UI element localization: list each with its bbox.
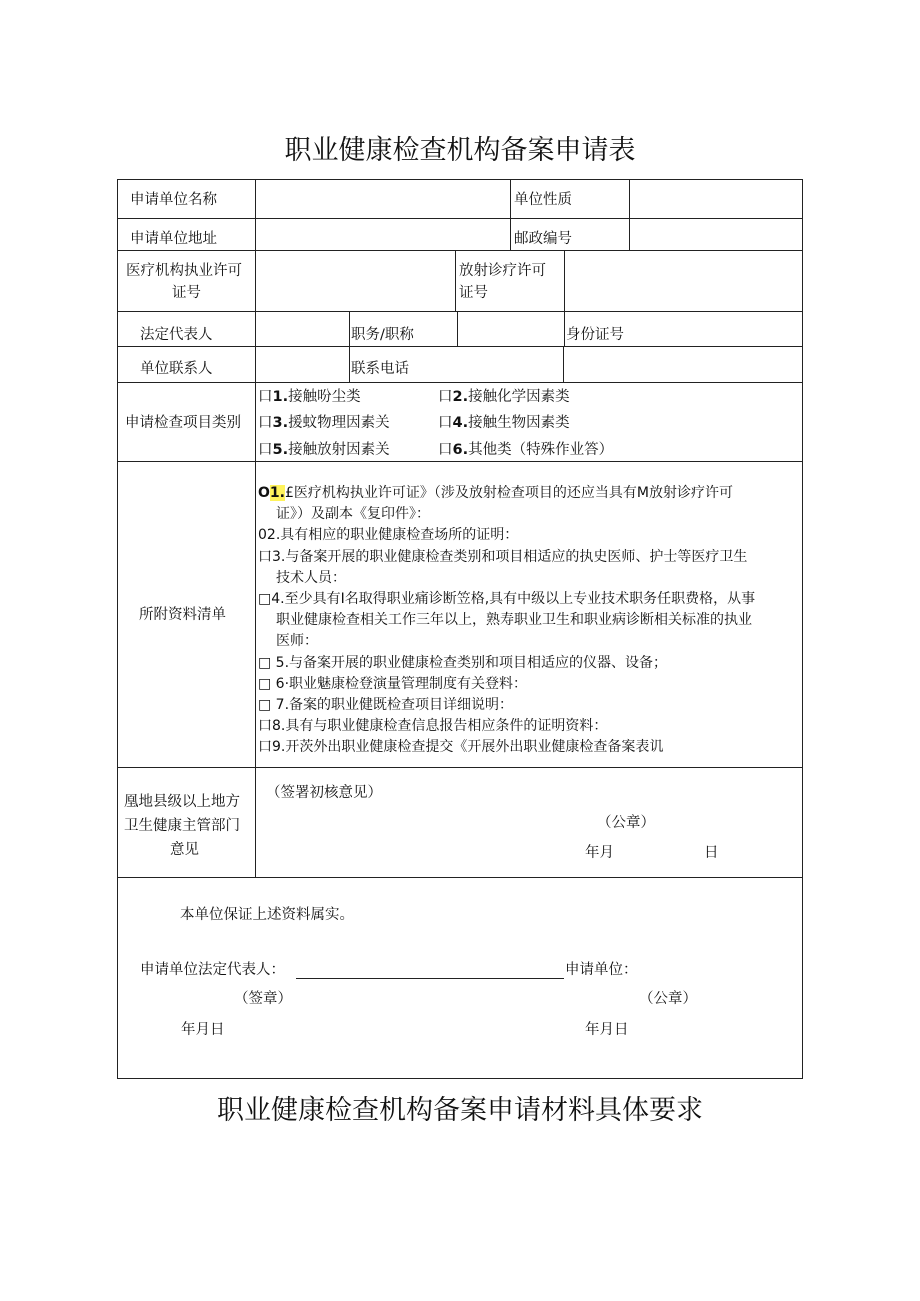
unit-sign-label: 申请单位： — [565, 962, 638, 978]
opinion-seal: （公章） — [597, 815, 655, 831]
legal-sign-label: 申请单位法定代表人： — [140, 962, 285, 978]
unit-name-label: 申请单位名称 — [130, 192, 217, 208]
category-item[interactable]: 口2.接触化学因素类 — [438, 389, 570, 405]
date-right: 年月日 — [585, 1022, 629, 1038]
category-item[interactable]: 口4.接触生物因素类 — [438, 415, 570, 431]
attachment-item: □ 7.备案的职业健既检查项目详细说明： — [258, 697, 514, 714]
attachment-item: O1.£医疗机构执业许可证》（涉及放射检查项目的还应当具有M放射诊疗许可 — [258, 485, 733, 501]
attachment-item: 口8.具有与职业健康检查信息报告相应条件的证明资料： — [258, 718, 608, 735]
sign-stamp: （签章） — [234, 991, 292, 1007]
radiation-license-label: 放射诊疗许可 证号 — [459, 263, 546, 301]
page-title: 职业健康检查机构备案申请表 — [284, 135, 636, 166]
attachment-item: □ 5.与备案开展的职业健康检查类别和项目相适应的仪器、设备； — [258, 654, 668, 671]
opinion-label: 凰地县级以上地方 卫生健康主管部门 意见 — [124, 794, 240, 858]
date-left: 年月日 — [181, 1022, 225, 1038]
attachments-label: 所附资料清单 — [139, 607, 226, 623]
section-heading: 职业健康检查机构备案申请材料具体要求 — [217, 1095, 703, 1126]
opinion-day: 日 — [704, 845, 719, 861]
attachment-list: O1.£医疗机构执业许可证》（涉及放射检查项目的还应当具有M放射诊疗许可 证》）及副本《复印件》： 02.具有相应的职业健康检查场所的证明： 口3.与备案开展的职业健康检查类别和项目相适应的执史医师、护士等医疗卫生 技术人员： □4.至少具有I名取得职业痛诊断笠格,具有中级以上专业技术职务任职费格，从事 职业健康检查相关工作三年以上，熟寿职业卫生和职业病诊断相关标准的执业 医师： □ 5.与备案开展的职业健康检查类别和项目相适应的仪器、设备； □ 6·职业魅康检登演量管理制度有关登料： □ 7.备案的职业健既检查项目详细说明： 口8.具有与职业健康检查信息报告相应条件的证明资料： 口9.开茨外出职业健康检查提交《开展外出职业健康检查备案表讥 — [258, 483, 755, 759]
id-number-label: 身份证号 — [566, 327, 624, 343]
attachment-item: 02.具有相应的职业健康检查场所的证明： — [258, 527, 519, 544]
category-item[interactable]: 口1.接触吩尘类 — [258, 389, 361, 405]
signature-line — [296, 978, 564, 979]
opinion-month: 年月 — [585, 845, 614, 861]
position-label: 职务/职称 — [351, 327, 414, 343]
declaration-text: 本单位保证上述资料属实。 — [180, 907, 354, 923]
opinion-text: （签署初核意见） — [266, 785, 382, 801]
unit-seal: （公章） — [639, 991, 697, 1007]
phone-label: 联系电话 — [351, 361, 409, 377]
attachment-item: 口3.与备案开展的职业健康检查类别和项目相适应的执史医师、护士等医疗卫生 — [258, 548, 748, 565]
category-item[interactable]: 口3.援蚊物理因素关 — [258, 415, 390, 431]
contact-person-label: 单位联系人 — [140, 361, 213, 377]
postal-code-label: 邮政编号 — [514, 231, 572, 247]
attachment-item: □ 6·职业魅康检登演量管理制度有关登料： — [258, 675, 528, 692]
attachment-item: 口9.开茨外出职业健康检查提交《开展外出职业健康检查备案表讥 — [258, 739, 664, 756]
category-item[interactable]: 口5.接触放射因素关 — [258, 442, 390, 458]
attachment-item: □4.至少具有I名取得职业痛诊断笠格,具有中级以上专业技术职务任职费格，从事 — [258, 591, 756, 608]
unit-nature-label: 单位性质 — [514, 192, 572, 208]
unit-address-label: 申请单位地址 — [130, 231, 217, 247]
category-label: 申请检查项目类别 — [125, 415, 241, 431]
legal-rep-label: 法定代表人 — [140, 327, 213, 343]
license-label: 医疗机构执业许可 证号 — [126, 263, 242, 301]
application-form — [117, 179, 803, 1079]
category-item[interactable]: 口6.其他类（特殊作业答） — [438, 442, 614, 458]
